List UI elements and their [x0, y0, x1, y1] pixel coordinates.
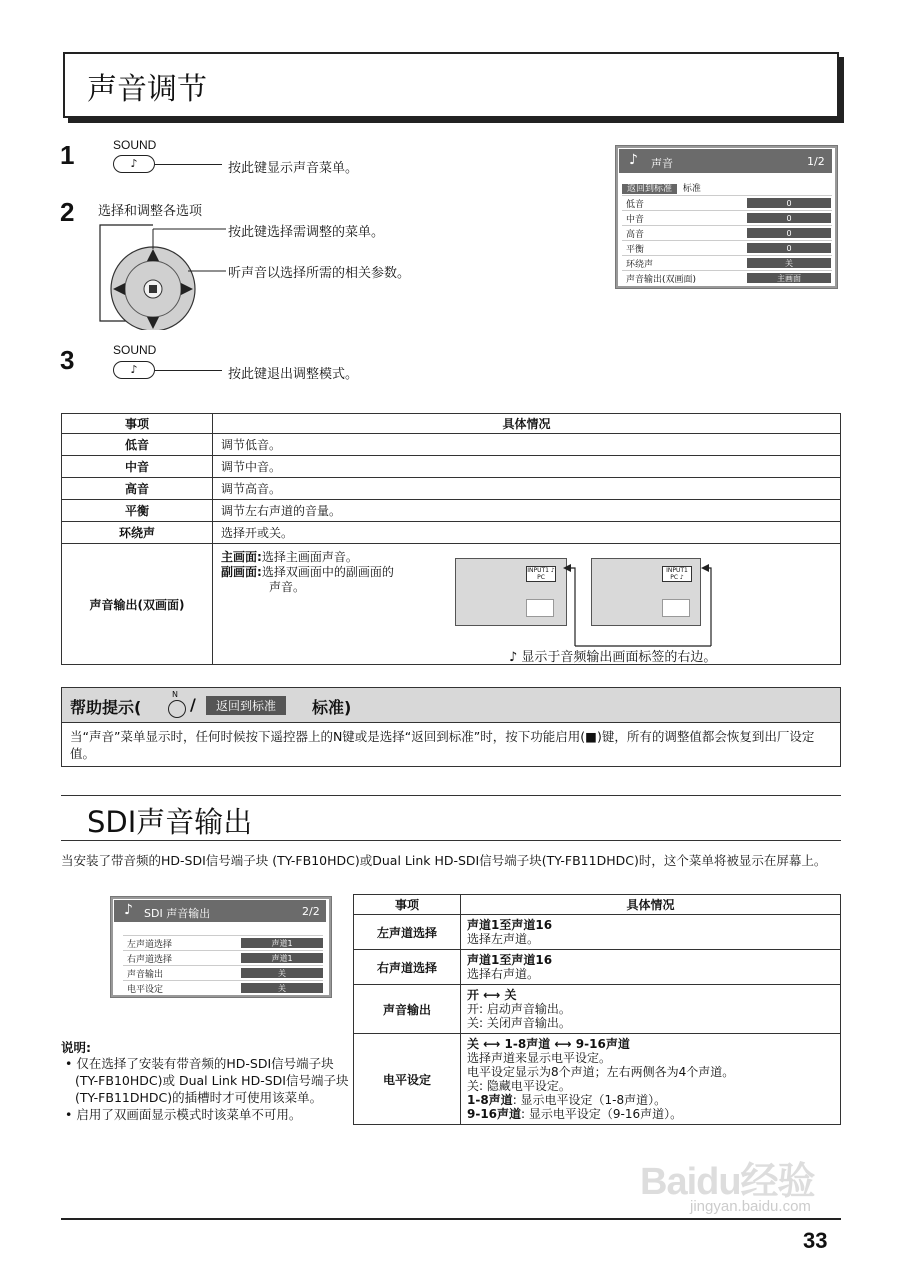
table-cell-item: 低音: [62, 434, 213, 456]
desc-line: 声道1至声道16: [467, 918, 553, 932]
table-cell-item: 中音: [62, 456, 213, 478]
table-cell-desc: 选择开或关。: [213, 522, 841, 544]
table-row: [354, 950, 841, 985]
table-header-desc: 具体情况: [213, 414, 841, 434]
osd-row[interactable]: [123, 950, 323, 965]
osd-row[interactable]: [622, 210, 832, 225]
page-number: 33: [803, 1228, 828, 1253]
sound-button-label: SOUND: [113, 343, 157, 357]
sub-label: 副画面:: [221, 565, 262, 579]
table-row: [354, 985, 841, 1034]
osd-row[interactable]: [123, 980, 323, 995]
sdi-intro: 当安装了带音频的HD-SDI信号端子块 (TY-FB10HDC)或Dual Link HD-SDI信号端子块(TY-FB11DHDC)时，这个菜单将被显示在屏幕上。: [61, 853, 827, 868]
sound-items-table: [61, 413, 841, 665]
table-cell-desc: [461, 950, 841, 985]
osd-row[interactable]: [622, 225, 832, 240]
desc-line: 选择声道来显示电平设定。: [467, 1051, 612, 1065]
osd-row-value[interactable]: 关: [241, 968, 323, 978]
table-cell-item: 左声道选择: [354, 915, 461, 950]
step-3-text: 按此键退出调整模式。: [228, 367, 359, 382]
note-item: • 仅在选择了安装有带音频的HD-SDI信号端子块(TY-FB10HDC)或 Dual Link HD-SDI信号端子块(TY-FB11DHDC)的插槽时才可使用该菜单。: [65, 1056, 349, 1105]
watermark-url: jingyan.baidu.com: [690, 1198, 811, 1215]
table-cell-item: 高音: [62, 478, 213, 500]
table-cell-desc: [461, 985, 841, 1034]
sdi-osd-menu: [110, 896, 332, 998]
osd-reset-row[interactable]: [622, 181, 832, 193]
table-header-item: 事项: [354, 895, 461, 915]
table-cell-item: 平衡: [62, 500, 213, 522]
osd-page: 1/2: [807, 155, 825, 168]
sub-text: 选择双画面中的副画面的: [261, 565, 394, 579]
table-cell-desc: [461, 1034, 841, 1125]
help-box: [61, 687, 841, 767]
table-row: [62, 500, 841, 522]
osd-title: 声音: [651, 157, 673, 170]
step-3-number: 3: [60, 345, 75, 375]
table-cell-item: 电平设定: [354, 1034, 461, 1125]
step-1-text: 按此键显示声音菜单。: [228, 161, 359, 176]
music-note-icon: ♪: [124, 902, 133, 918]
sound-osd-menu: [615, 145, 838, 289]
osd-row-value[interactable]: 0: [747, 213, 831, 223]
osd-row-label: 低音: [626, 199, 645, 210]
title-box: [63, 52, 839, 118]
desc-line: 选择左声道。: [467, 932, 540, 946]
table-row: [62, 456, 841, 478]
osd-row-label: 平衡: [626, 244, 645, 255]
note-item: • 启用了双画面显示模式时该菜单不可用。: [65, 1107, 302, 1122]
desc-line: 关: 关闭声音输出。: [467, 1016, 571, 1030]
table-row: [62, 434, 841, 456]
osd-row[interactable]: [622, 240, 832, 255]
desc-line: 开: 启动声音输出。: [467, 1002, 571, 1016]
osd-rows: [123, 935, 323, 995]
step-1-number: 1: [60, 140, 75, 170]
osd-row-label: 声音输出: [127, 969, 164, 980]
osd-row-value[interactable]: 0: [747, 243, 831, 253]
desc-line: 声道1至声道16: [467, 953, 553, 967]
osd-row-value[interactable]: 声道1: [241, 938, 323, 948]
osd-reset-value: 标准: [682, 184, 701, 194]
monitor-diagram-main: [455, 558, 567, 626]
sound-button-label: SOUND: [113, 138, 157, 152]
osd-row-label: 右声道选择: [127, 954, 173, 965]
music-note-icon: ♪: [130, 157, 138, 170]
osd-header: [114, 900, 326, 922]
footer-rule: [61, 1218, 841, 1220]
sound-button[interactable]: [113, 361, 155, 379]
sdi-items-table: [353, 894, 841, 1125]
desc-line: 1-8声道: 显示电平设定（1-8声道）。: [467, 1093, 667, 1107]
table-cell-desc: 调节高音。: [213, 478, 841, 500]
dpad-diagram: [96, 215, 236, 330]
step-2-heading: 选择和调整各选项: [98, 204, 203, 219]
sdi-title: SDI声音输出: [87, 805, 253, 839]
reset-tag: 返回到标准: [206, 696, 286, 715]
desc-line: 关: 隐藏电平设定。: [467, 1079, 571, 1093]
osd-row[interactable]: [123, 965, 323, 980]
leader-line: [155, 370, 222, 371]
desc-line: 选择右声道。: [467, 967, 540, 981]
osd-row-label: 声音输出(双画面): [626, 274, 697, 285]
osd-row-value[interactable]: 主画面: [747, 273, 831, 283]
input-tag: INPUT1 ♪ PC: [527, 567, 555, 581]
osd-rows: [622, 195, 832, 285]
osd-row-value[interactable]: 关: [241, 983, 323, 993]
sub-text-2: 声音。: [269, 580, 306, 594]
help-slash: /: [190, 695, 196, 714]
osd-row-value[interactable]: 关: [747, 258, 831, 268]
osd-reset-button[interactable]: 返回到标准: [622, 184, 677, 194]
osd-row[interactable]: [622, 270, 832, 285]
help-body: 当“声音”菜单显示时，任何时候按下遥控器上的N键或是选择“返回到标准”时，按下功能启用(■)键，所有的调整值都会恢复到出厂设定值。: [70, 729, 815, 761]
desc-line: 9-16声道: 显示电平设定（9-16声道）。: [467, 1107, 683, 1121]
osd-row-label: 环绕声: [626, 259, 654, 270]
desc-line: 关 ⟷ 1-8声道 ⟷ 9-16声道: [467, 1037, 630, 1051]
music-note-icon: ♪: [629, 152, 638, 168]
sound-button[interactable]: [113, 155, 155, 173]
step-2-number: 2: [60, 197, 75, 227]
osd-row-label: 电平设定: [127, 984, 164, 995]
n-button-icon: [168, 700, 186, 718]
table-cell-item: 右声道选择: [354, 950, 461, 985]
help-title-a: 帮助提示(: [70, 698, 142, 717]
table-row: [62, 478, 841, 500]
section-divider: [61, 795, 841, 796]
table-cell-desc: 调节低音。: [213, 434, 841, 456]
notes-title: 说明:: [61, 1040, 91, 1055]
notes-list: [61, 1055, 351, 1123]
section-divider: [61, 840, 841, 841]
page-title: 声音调节: [87, 72, 207, 107]
table-cell-item: 环绕声: [62, 522, 213, 544]
help-title-b: 标准): [312, 698, 352, 717]
table-cell-dual-desc: [213, 544, 841, 665]
osd-row-value[interactable]: 声道1: [241, 953, 323, 963]
osd-page: 2/2: [302, 905, 320, 918]
osd-row[interactable]: [123, 935, 323, 950]
callout-lines: [553, 558, 723, 648]
desc-line: 电平设定显示为8个声道；左右两侧各为4个声道。: [467, 1065, 735, 1079]
osd-row[interactable]: [622, 255, 832, 270]
table-cell-item: 声音输出: [354, 985, 461, 1034]
table-row: [354, 1034, 841, 1125]
osd-row-label: 中音: [626, 214, 645, 225]
watermark-logo: Baidu经验: [640, 1161, 815, 1203]
desc-line: 开 ⟷ 关: [467, 988, 517, 1002]
step-2-text-a: 按此键选择需调整的菜单。: [228, 225, 385, 240]
osd-row-value[interactable]: 0: [747, 228, 831, 238]
table-cell-item: 声音输出(双画面): [62, 544, 213, 665]
music-note-icon: ♪: [130, 363, 138, 376]
table-row: [62, 522, 841, 544]
input-tag: INPUT1 PC ♪: [662, 566, 692, 582]
table-header-desc: 具体情况: [461, 895, 841, 915]
step-2-text-b: 听声音以选择所需的相关参数。: [228, 266, 411, 281]
osd-row-label: 左声道选择: [127, 939, 173, 950]
table-row-dual: [62, 544, 841, 665]
help-header: [62, 688, 840, 723]
n-button-label: N: [172, 690, 178, 699]
main-label: 主画面:: [221, 550, 262, 564]
table-header-item: 事项: [62, 414, 213, 434]
table-cell-desc: 调节左右声道的音量。: [213, 500, 841, 522]
leader-line: [155, 164, 222, 165]
dual-caption: ♪ 显示于音频输出画面标签的右边。: [509, 650, 717, 665]
osd-row-value[interactable]: 0: [747, 198, 831, 208]
table-cell-desc: 调节中音。: [213, 456, 841, 478]
osd-row[interactable]: [622, 195, 832, 210]
table-cell-desc: [461, 915, 841, 950]
table-row: [354, 915, 841, 950]
osd-row-label: 高音: [626, 229, 645, 240]
main-text: 选择主画面声音。: [261, 550, 358, 564]
osd-title: SDI 声音输出: [144, 907, 211, 920]
osd-header: [619, 149, 832, 173]
